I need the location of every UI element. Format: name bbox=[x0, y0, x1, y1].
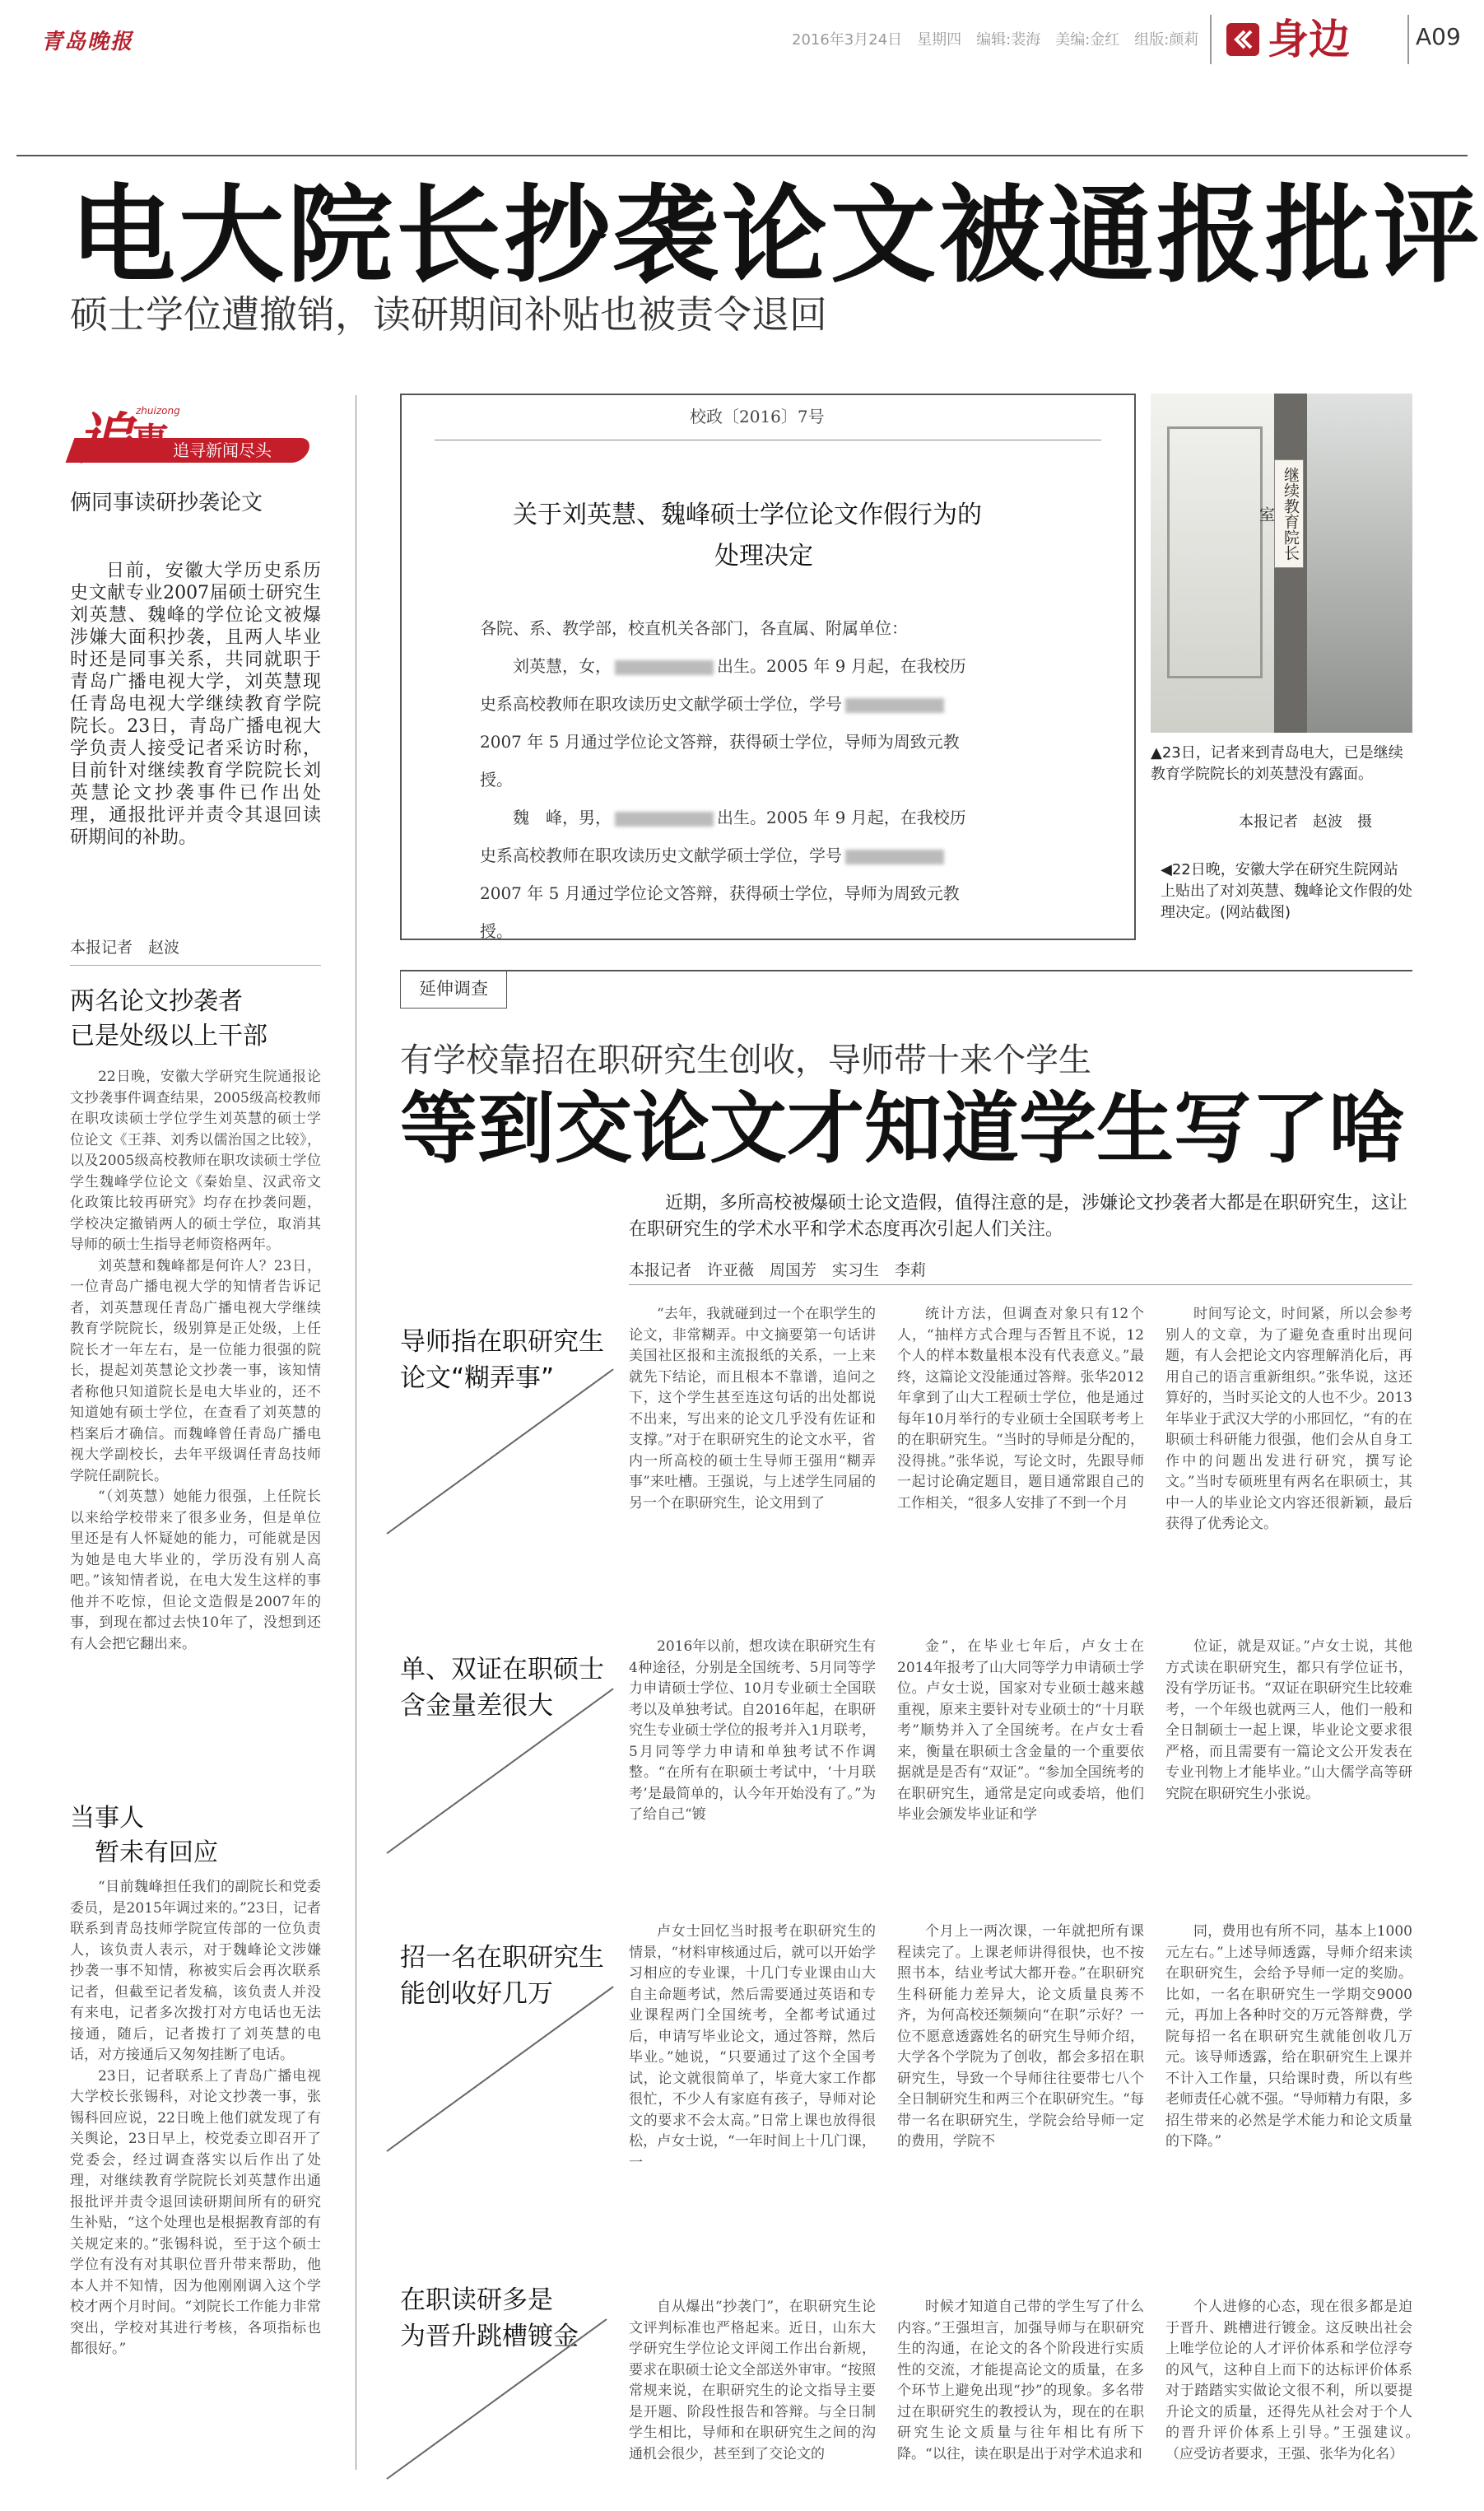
zhuishi-badge bbox=[70, 405, 317, 479]
document-caption: ◀22日晚，安徽大学在研究生院网站上贴出了对刘英慧、魏峰论文作假的处理决定。(网站截图) bbox=[1161, 861, 1412, 921]
section-4-col-2-text: 时候才知道自己带的学生写了什么内容。”王强坦言，加强导师与在职研究生的沟通，在论文的各个阶段进行实质性的交流，才能提高论文的质量，在多个环节上避免出现“抄”的现象。多名带过在职研究生的教授认为，现在的在职研究生论文质量与往年相比有所下降。“以往，读在职是出于对学术追求和 bbox=[897, 2299, 1144, 2462]
section-2-col-1 bbox=[629, 1637, 876, 1826]
feature-byline-rule bbox=[629, 1284, 1412, 1285]
doc-salutation: 各院、系、教学部，校直机关各部门，各直属、附属单位： bbox=[480, 618, 908, 638]
left-intro bbox=[70, 560, 321, 849]
section-2-label-line-2: 含金量差很大 bbox=[400, 1691, 553, 1721]
feature-intro bbox=[629, 1190, 1412, 1243]
photo-credit: 本报记者 赵波 摄 bbox=[1239, 813, 1372, 831]
feature-top-rule bbox=[400, 970, 1412, 971]
doc-p1-l2-text: 史系高校教师在职攻读历史文献学硕士学位，学号 bbox=[480, 694, 842, 714]
section-2-col-3 bbox=[1165, 1637, 1412, 1805]
left-body-1 bbox=[70, 1067, 321, 1655]
doc-p2-rest: 出生。2005 年 9 月起，在我校历 bbox=[717, 808, 966, 827]
doc-p2-line3: 2007 年 5 月通过学位论文答辩，获得硕士学位，导师为周致元教 bbox=[480, 883, 960, 903]
section-1-col-2-text: 统计方法，但调查对象只有12个人，“抽样方式合理与否暂且不说，12个人的样本数量根本没有代表意义。”最终，这篇论文没能通过答辩。张华2012年拿到了山大工程硕士学位，他是通过每年10月举行的专业硕士全国联考考上的在职研究生。“当时的导师是分配的，没得挑。”张华说，写论文时，先跟导师一起讨论确定题目，题目通常跟自己的工作相关，“很多人安排了不到一个月 bbox=[897, 1306, 1144, 1512]
section-4-col-2 bbox=[897, 2297, 1144, 2465]
section-divider bbox=[1210, 15, 1212, 64]
section-2-col-2-text: 金”，在毕业七年后，卢女士在2014年报考了山大同等学力申请硕士学位。卢女士说，国家对专业硕士越来越重视，原来主要针对专业硕士的“十月联考”顺势并入了全国统考。在卢女士看来，衡量在职硕士含金量的一个重要依据就是是否有“双证”。“参加全国统考的在职研究生，通常是定向或委培，他们毕业会颁发毕业证和学 bbox=[897, 1638, 1144, 1823]
doc-p1-line4: 授。 bbox=[480, 770, 513, 790]
badge-char-1: 追 bbox=[77, 408, 133, 473]
left-body-2 bbox=[70, 1877, 321, 2360]
feature-kicker: 有学校靠招在职研究生创收，导师带十来个学生 bbox=[400, 1041, 1091, 1079]
photo-door-panel bbox=[1167, 426, 1263, 678]
section-3-col-3-text: 同，费用也有所不同，基本上1000元左右。”上述导师透露，导师介绍来读在职研究生，会给予导师一定的奖励。比如，一名在职研究生一学期交9000元，再加上各种时交的万元答辩费，学院每招一名在职研究生就能创收几万元。该导师透露，给在职研究生上课并不计入工作量，只给课时费，所以有些老师责任心就不强。“导师精力有限，多招生带来的必然是学术能力和论文质量的下降。” bbox=[1165, 1923, 1412, 2150]
door-sign-text: 继续教育院长室 bbox=[1257, 467, 1300, 561]
doc-p2-line1 bbox=[480, 799, 1105, 836]
redacted-student-id-2 bbox=[845, 850, 944, 864]
section-4-label-line-1: 在职读研多是 bbox=[400, 2285, 553, 2315]
issue-meta: 2016年3月24日 星期四 编辑:裴海 美编:金红 组版:颜莉 bbox=[792, 31, 1199, 49]
feature-tag bbox=[400, 971, 507, 1009]
left-body-2-p1: “目前魏峰担任我们的副院长和党委委员，是2015年调过来的。”23日，记者联系到青岛技师学院宣传部的一位负责人，该负责人表示，对于魏峰论文涉嫌抄袭一事不知情，称被实后会再次联系记者，但截至记者发稿，该负责人并没有来电，记者多次拨打对方电话也无法接通，随后，记者拨打了刘英慧的电话，对方接通后又匆匆挂断了电话。 bbox=[70, 1879, 321, 2063]
photo-window bbox=[1299, 394, 1412, 733]
section-divider-2 bbox=[1407, 15, 1409, 64]
feature-title: 等到交论文才知道学生写了啥 bbox=[400, 1084, 1407, 1174]
newspaper-logo: 青岛晚报 bbox=[41, 30, 134, 54]
section-3-col-2-text: 个月上一两次课，一年就把所有课程读完了。上课老师讲得很快，也不按照书本，结业考试大都开卷。”在职研究生科研能力差异大，论文质量良莠不齐，为何高校还频频向“在职”示好？一位不愿意透露姓名的研究生导师介绍，大学各个学院为了创收，都会多招在职研究生，导致一个导师往往要带七八个全日制研究生和两三个在职研究生。“每带一名在职研究生，学院会给导师一定的费用，学院不 bbox=[897, 1923, 1144, 2150]
doc-body bbox=[480, 609, 1105, 950]
left-byline-rule bbox=[70, 965, 321, 966]
section-3-label bbox=[400, 1940, 622, 2012]
left-byline: 本报记者 赵波 bbox=[70, 939, 180, 957]
section-4-col-1-text: 自从爆出“抄袭门”，在职研究生论文评判标准也严格起来。近日，山东大学研究生学位论文评阅工作出台新规，要求在职硕士论文全部送外审审。“按照常规来说，在职研究生的论文指导主要是开题、阶段性报告和答辩。与全日制学生相比，导师和在职研究生之间的沟通机会很少，甚至到了交论文的 bbox=[629, 2299, 876, 2462]
left-sub-1-line-1: 两名论文抄袭者 bbox=[70, 987, 243, 1016]
section-arrow-icon bbox=[1226, 23, 1259, 56]
section-3-col-1-text: 卢女士回忆当时报考在职研究生的情景，“材料审核通过后，就可以开始学习相应的专业课，十几门专业课由山大自主命题考试，然后需要通过英语和专业课程两门全国统考，全都考试通过后，申请写毕业论文，通过答辩，然后毕业。”她说，“只要通过了这个全国考试，论文就很简单了，毕竟大家工作都很忙，不少人有家庭有孩子，导师对论文的要求不会太高。”日常上课也放得很松，卢女士说，“一年时间上十几门课，一 bbox=[629, 1923, 876, 2171]
doc-title-2: 处理决定 bbox=[714, 542, 813, 571]
doc-p2-l2-text: 史系高校教师在职攻读历史文献学硕士学位，学号 bbox=[480, 846, 842, 865]
left-body-1-p3: “（刘英慧）她能力很强，上任院长以来给学校带来了很多业务，但是单位里还是有人怀疑她的能力，可能就是因为她是电大毕业的，学历没有别人高吧。”该知情者说，在电大发生这样的事他并不吃惊，但论文造假是2007年的事，到现在都过去快10年了，没想到还有人会把它翻出来。 bbox=[70, 1488, 321, 1652]
section-3-col-1 bbox=[629, 1922, 876, 2173]
doc-p2-name: 魏 峰，男， bbox=[513, 808, 612, 827]
feature-tag-label: 延伸调查 bbox=[419, 979, 488, 999]
photo-caption: ▲23日，记者来到青岛电大，已是继续教育学院院长的刘英慧没有露面。 bbox=[1151, 744, 1403, 783]
section-4-label-line-2: 为晋升跳槽镀金 bbox=[400, 2322, 579, 2351]
section-2-col-1-text: 2016年以前，想攻读在职研究生有4种途径，分别是全国统考、5月同等学力申请硕士学位、10月专业硕士全国联考以及单独考试。自2016年起，在职研究生专业硕士学位的报考并入1月联考，5月同等学力申请和单独考试不作调整。“在所有在职硕士考试中，‘十月联考’是最简单的，认今年开始没有了。”为了给自己“镀 bbox=[629, 1638, 876, 1823]
section-2-label bbox=[400, 1651, 622, 1724]
section-1-col-2 bbox=[897, 1304, 1144, 1514]
masthead-rule bbox=[16, 155, 1468, 156]
left-sub-1 bbox=[70, 985, 321, 1054]
page-number: A09 bbox=[1416, 23, 1461, 50]
section-4-label bbox=[400, 2282, 622, 2355]
office-photo bbox=[1151, 394, 1412, 733]
feature-intro-text: 近期，多所高校被爆硕士论文造假，值得注意的是，涉嫌论文抄袭者大都是在职研究生，这让在职研究生的学术水平和学术态度再次引起人们关注。 bbox=[629, 1193, 1408, 1240]
doc-number: 校政〔2016〕7号 bbox=[690, 407, 825, 426]
doc-p1-line2 bbox=[480, 685, 1105, 723]
left-body-1-p2: 刘英慧和魏峰都是何许人？23日，一位青岛广播电视大学的知情者告诉记者，刘英慧现任青岛广播电视大学继续教育学院院长，级别算是正处级，上任院长才一年左右，是一位能力很强的院长，提起刘英慧论文抄袭一事，该知情者称他只知道院长是电大毕业的，还不知道她有硕士学位，在查看了刘英慧的档案后才确信。而魏峰曾任青岛广播电视大学副校长，去年平级调任青岛技师学院任副院长。 bbox=[70, 1257, 321, 1484]
section-2-label-line-1: 单、双证在职硕士 bbox=[400, 1655, 604, 1684]
feature-byline: 本报记者 许亚薇 周国芳 实习生 李莉 bbox=[629, 1261, 927, 1279]
section-1-col-1 bbox=[629, 1304, 876, 1514]
doc-p1-name: 刘英慧，女， bbox=[513, 656, 612, 676]
redacted-birthdate-2 bbox=[615, 812, 714, 827]
section-1-label-line-2: 论文“糊弄事” bbox=[400, 1363, 555, 1393]
redacted-birthdate bbox=[615, 660, 714, 675]
badge-tagline: 追寻新闻尽头 bbox=[173, 440, 272, 460]
section-3-col-2 bbox=[897, 1922, 1144, 2153]
section-4-col-1 bbox=[629, 2297, 876, 2465]
left-body-1-p1: 22日晚，安徽大学研究生院通报论文抄袭事件调查结果，2005级高校教师在职攻读硕士学位学生刘英慧的硕士学位论文《王莽、刘秀以儒治国之比较》，以及2005级高校教师在职攻读硕士学位学生魏峰学位论文《秦始皇、汉武帝文化政策比较再研究》均存在抄袭问题，学校决定撤销两人的硕士学位，取消其导师的硕士生指导老师资格两年。 bbox=[70, 1069, 321, 1253]
section-1-label-line-1: 导师指在职研究生 bbox=[400, 1327, 604, 1357]
left-sub-2-line-2: 暂未有回应 bbox=[95, 1838, 218, 1867]
section-3-label-line-1: 招一名在职研究生 bbox=[400, 1943, 604, 1973]
door-sign bbox=[1257, 459, 1304, 568]
left-kicker: 俩同事读研抄袭论文 bbox=[70, 491, 263, 515]
section-3-col-3 bbox=[1165, 1922, 1412, 2153]
decision-document bbox=[400, 394, 1136, 940]
section-3-label-line-2: 能创收好几万 bbox=[400, 1979, 553, 2009]
left-sub-2 bbox=[70, 1801, 321, 1870]
doc-p2-line2 bbox=[480, 836, 1105, 874]
section-name: 身边 bbox=[1268, 16, 1350, 63]
badge-small-text: zhuizong bbox=[136, 405, 180, 417]
doc-p1-line3: 2007 年 5 月通过学位论文答辩，获得硕士学位，导师为周致元教 bbox=[480, 732, 960, 752]
section-2-col-3-text: 位证，就是双证。”卢女士说，其他方式读在职研究生，都只有学位证书，没有学历证书。“双证在职研究生比较难考，一个年级也就两三人，他们一般和全日制硕士一起上课，毕业论文要求很严格，而且需要有一篇论文公开发表在专业刊物上才能毕业。”山大儒学高等研究院在职研究生小张说。 bbox=[1165, 1638, 1412, 1802]
doc-p1-rest: 出生。2005 年 9 月起，在我校历 bbox=[717, 656, 966, 676]
main-headline: 电大院长抄袭论文被通报批评 bbox=[70, 175, 1483, 297]
masthead bbox=[0, 0, 1484, 74]
section-4-col-3 bbox=[1165, 2297, 1426, 2465]
section-4-col-3-text: 个人进修的心态，现在很多都是迫于晋升、跳槽进行镀金。这反映出社会上唯学位论的人才评价体系和学位浮夸的风气，这种自上而下的达标评价体系对于踏踏实实做论文很不利，所以要提升论文的质量，还得先从社会对于个人的晋升评价体系上引导。”王强建议。 （应受访者要求，王强、张华为化名） bbox=[1165, 2299, 1426, 2462]
doc-p2-line4: 授。 bbox=[480, 921, 513, 941]
main-subheadline: 硕士学位遭撤销，读研期间补贴也被责令退回 bbox=[70, 292, 827, 337]
left-sub-1-line-2: 已是处级以上干部 bbox=[70, 1022, 267, 1051]
section-1-col-3 bbox=[1165, 1304, 1412, 1535]
left-body-2-p2: 23日，记者联系上了青岛广播电视大学校长张锡科，对论文抄袭一事，张锡科回应说，22日晚上他们就发现了有关舆论，23日早上，校党委立即召开了党委会，经过调查落实以后作出了处理，对继续教育学院院长刘英慧作出通报批评并责令退回读研期间所有的研究生补贴，“这个处理也是根据教育部的有关规定来的。”张锡科说，至于这个硕士学位有没有对其职位晋升带来帮助，他本人并不知情，因为他刚刚调入这个学校才两个月时间。“刘院长工作能力非常突出，学校对其进行考核，各项指标也都很好。” bbox=[70, 2067, 321, 2357]
section-1-col-1-text: “去年，我就碰到过一个在职学生的论文，非常糊弄。中文摘要第一句话讲美国社区报和主流报纸的关系，一上来就先下结论，而且根本不靠谱，追问之下，这个学生甚至连这句话的出处都说不出来，写出来的论文几乎没有佐证和支撑。”对于在职研究生的论文水平，省内一所高校的硕士生导师王强用“糊弄事”来吐槽。王强说，与上述学生同届的另一个在职研究生，论文用到了 bbox=[629, 1306, 876, 1512]
left-sub-2-line-1: 当事人 bbox=[70, 1804, 144, 1833]
section-2-col-2 bbox=[897, 1637, 1144, 1826]
section-1-col-3-text: 时间写论文，时间紧，所以会参考别人的文章，为了避免查重时出现问题，有人会把论文内容理解消化后，再用自己的语言重新组织。”张华说，这还算好的，当时买论文的人也不少。2013年毕业于武汉大学的小邢回忆，“有的在职硕士科研能力很强，他们会从自身工作中的问题出发进行研究，撰写论文。”当时专硕班里有两名在职硕士，其中一人的毕业论文内容还很新颖，最后获得了优秀论文。 bbox=[1165, 1306, 1412, 1532]
redacted-student-id bbox=[845, 698, 944, 713]
left-intro-text: 日前，安徽大学历史系历史文献专业2007届硕士研究生刘英慧、魏峰的学位论文被爆涉嫌大面积抄袭，且两人毕业时还是同事关系，共同就职于青岛广播电视大学，刘英慧现任青岛电视大学继续教育学院院长。23日，青岛广播电视大学负责人接受记者采访时称，目前针对继续教育学院院长刘英慧论文抄袭事件已作出处理，通报批评并责令其退回读研期间的补助。 bbox=[70, 561, 321, 848]
doc-p1-line1 bbox=[480, 647, 1105, 685]
doc-title-1: 关于刘英慧、魏峰硕士学位论文作假行为的 bbox=[513, 501, 982, 529]
badge-char-2: 事 bbox=[133, 421, 169, 463]
